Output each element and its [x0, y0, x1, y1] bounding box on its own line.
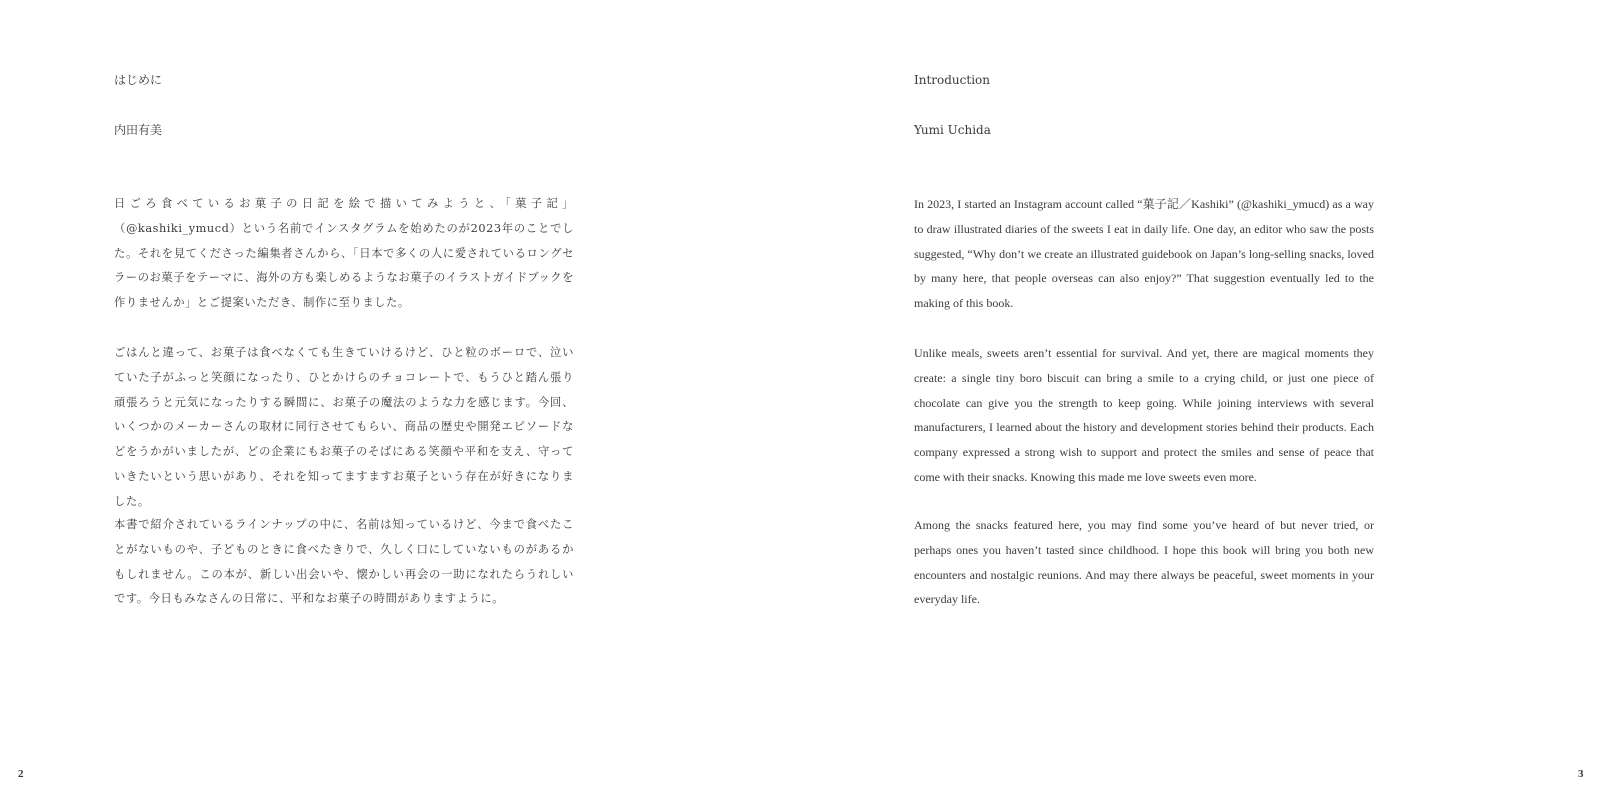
paragraph-japanese-3: 本書で紹介されているラインナップの中に、名前は知っているけど、今まで食べたことがないものや、子どものときに食べたきりで、久しく口にしていないものがあるかもしれません。この本が、新しい出会いや、懐かしい再会の一助になれたらうれしいです。今日もみなさんの日常に、平和なお菓子の時間がありますように。 [114, 518, 574, 606]
page-heading-japanese: はじめに [114, 73, 163, 87]
right-page [800, 0, 1600, 800]
paragraph-english-1: In 2023, I started an Instagram account called “菓子記／Kashiki” (@kashiki_ymucd) as a way to draw illustrated diaries of the sweets I eat in daily life. One day, an editor who saw the posts suggested, “Why don’t we create an illustrated guidebook on Japan’s long-selling snacks, loved by many here, that people overseas can also enjoy?” That suggestion eventually led to the making of this book. [914, 197, 1374, 311]
page-number-right: 3 [1578, 768, 1584, 780]
paragraph-english-2: Unlike meals, sweets aren’t essential for survival. And yet, there are magical moments they create: a single tiny boro biscuit can bring a smile to a crying child, or just one piece of chocolate can give you the strength to keep going. While joining interviews with several manufacturers, I learned about the history and development stories behind their products. Each company expressed a strong wish to support and protect the smiles and sense of peace that come with their snacks. Knowing this made me love sweets even more. [914, 346, 1374, 484]
author-name-english: Yumi Uchida [914, 123, 991, 137]
page-heading-english: Introduction [914, 73, 990, 87]
paragraph-english-3: Among the snacks featured here, you may find some you’ve heard of but never tried, or perhaps ones you haven’t tasted since childhood. I hope this book will bring you both new encounters and nostalgic reunions. And may there always be peaceful, sweet moments in your everyday life. [914, 518, 1374, 607]
paragraph-japanese-2: ごはんと違って、お菓子は食べなくても生きていけるけど、ひと粒のボーロで、泣いていた子がふっと笑顔になったり、ひとかけらのチョコレートで、もうひと踏ん張り頑張ろうと元気になったりする瞬間に、お菓子の魔法のような力を感じます。今回、いくつかのメーカーさんの取材に同行させてもらい、商品の歴史や開発エピソードなどをうかがいましたが、どの企業にもお菓子のそばにある笑顔や平和を支え、守っていきたいという思いがあり、それを知ってますますお菓子という存在が好きになりました。 [114, 346, 574, 508]
paragraph-japanese-1: 日ごろ食べているお菓子の日記を絵で描いてみようと、「菓子記」（@kashiki_ymucd）という名前でインスタグラムを始めたのが2023年のことでした。それを見てくださった編集者さんから、「日本で多くの人に愛されているロングセラーのお菓子をテーマに、海外の方も楽しめるようなお菓子のイラストガイドブックを作りませんか」とご提案いただき、制作に至りました。 [114, 197, 574, 310]
author-name-japanese: 内田有美 [114, 123, 163, 137]
page-number-left: 2 [18, 768, 24, 780]
